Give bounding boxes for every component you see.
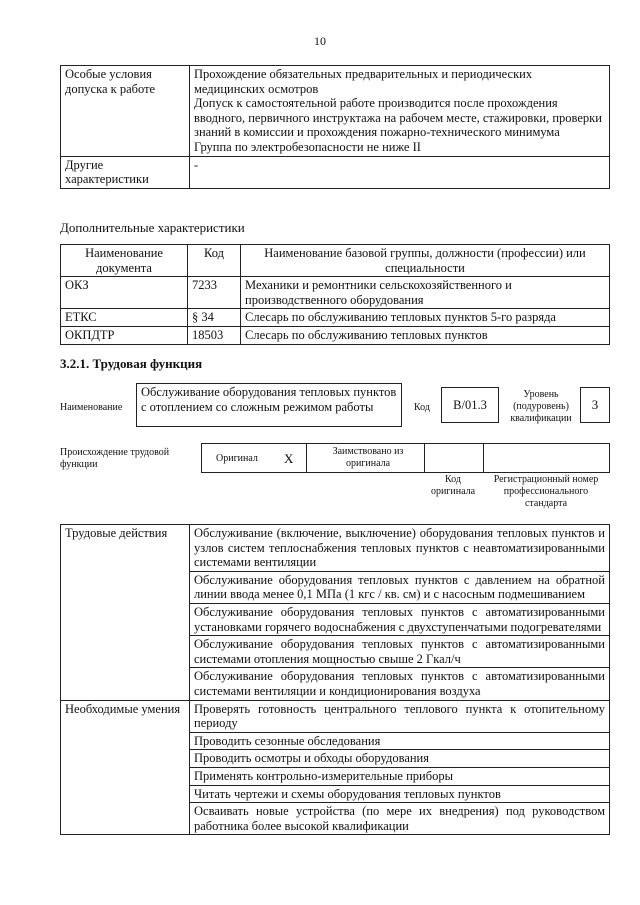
name-label: Наименование [60,402,123,413]
table-cell: ЕТКС [61,309,188,327]
table-cell: 7233 [188,277,241,309]
row-content: - [190,156,610,188]
text-line: Допуск к самостоятельной работе производится после прохождения вводного, первичного инструктажа на рабочем месте, стажировки, проверки знаний в комиссии и прохождения пожарно-технического минимума [194,96,602,140]
list-item: Проверять готовность центрального теплового пункта к отопительному периоду [190,700,610,732]
column-header: Наименование базовой группы, должности (профессии) или специальности [241,245,610,277]
list-item: Осваивать новые устройства (по мере их внедрения) под руководством работника более высокой квалификации [190,803,610,835]
row-label: Трудовые действия [61,525,190,701]
divider [483,444,484,472]
table-row [61,277,610,309]
additional-heading: Дополнительные характеристики [60,220,245,235]
function-code-box: B/01.3 [441,387,499,423]
original-mark: X [284,451,294,466]
column-header: Код [188,245,241,277]
row-label: Особые условия допуска к работе [61,66,190,157]
text-line: Прохождение обязательных предварительных и периодических медицинских осмотров [194,67,533,96]
table-row [61,700,610,732]
function-name-box: Обслуживание оборудования тепловых пунктов с отоплением со сложным режимом работы [136,383,402,427]
origin-box [201,443,610,473]
column-header: Наименование документа [61,245,188,277]
row-label: Необходимые умения [61,700,190,835]
conditions-table [60,65,610,189]
list-item: Обслуживание (включение, выключение) оборудования тепловых пунктов и узлов систем теплоснабжения тепловых пунктов с неавтоматизированными системами вентиляции [190,525,610,572]
borrowed-label: Заимствовано из оригинала [332,446,404,469]
original-label: Оригинал [216,453,258,464]
table-cell: ОКПДТР [61,326,188,344]
code-caption: Код оригинала [430,474,476,497]
divider [424,444,425,472]
list-item: Обслуживание оборудования тепловых пунктов с автоматизированными установками горячего водоснабжения с двухступенчатыми подогревателями [190,603,610,635]
reg-caption: Регистрационный номер профессионального стандарта [493,474,599,509]
level-label: Уровень (подуровень) квалификации [510,389,572,424]
section-title: 3.2.1. Трудовая функция [60,356,203,371]
table-cell: 18503 [188,326,241,344]
list-item: Проводить осмотры и обходы оборудования [190,750,610,768]
code-label: Код [414,402,430,413]
text-line: Группа по электробезопасности не ниже II [194,139,421,154]
table-cell: Слесарь по обслуживанию тепловых пунктов [241,326,610,344]
list-item: Применять контрольно-измерительные приборы [190,767,610,785]
table-row [61,66,610,157]
row-content [190,66,610,157]
level-box: 3 [580,387,610,423]
table-row [61,156,610,188]
table-cell: ОКЗ [61,277,188,309]
table-cell: § 34 [188,309,241,327]
actions-table [60,524,610,835]
table-header-row [61,245,610,277]
list-item: Обслуживание оборудования тепловых пунктов с автоматизированными системами отопления мощностью свыше 2 Гкал/ч [190,636,610,668]
list-item: Обслуживание оборудования тепловых пунктов с автоматизированными системами вентиляции и кондиционирования воздуха [190,668,610,700]
additional-table [60,244,610,345]
table-row [61,326,610,344]
table-cell: Слесарь по обслуживанию тепловых пунктов 5-го разряда [241,309,610,327]
list-item: Читать чертежи и схемы оборудования тепловых пунктов [190,785,610,803]
list-item: Обслуживание оборудования тепловых пунктов с давлением на обратной линии ввода менее 0,1 МПа (1 кгс / кв. см) и с насосным подмешиванием [190,571,610,603]
table-row [61,309,610,327]
table-cell: Механики и ремонтники сельскохозяйственного и производственного оборудования [241,277,610,309]
list-item: Проводить сезонные обследования [190,732,610,750]
row-label: Другие характеристики [61,156,190,188]
divider [306,444,307,472]
table-row [61,525,610,572]
origin-label: Происхождение трудовой функции [60,447,170,470]
page-number: 10 [314,34,326,48]
